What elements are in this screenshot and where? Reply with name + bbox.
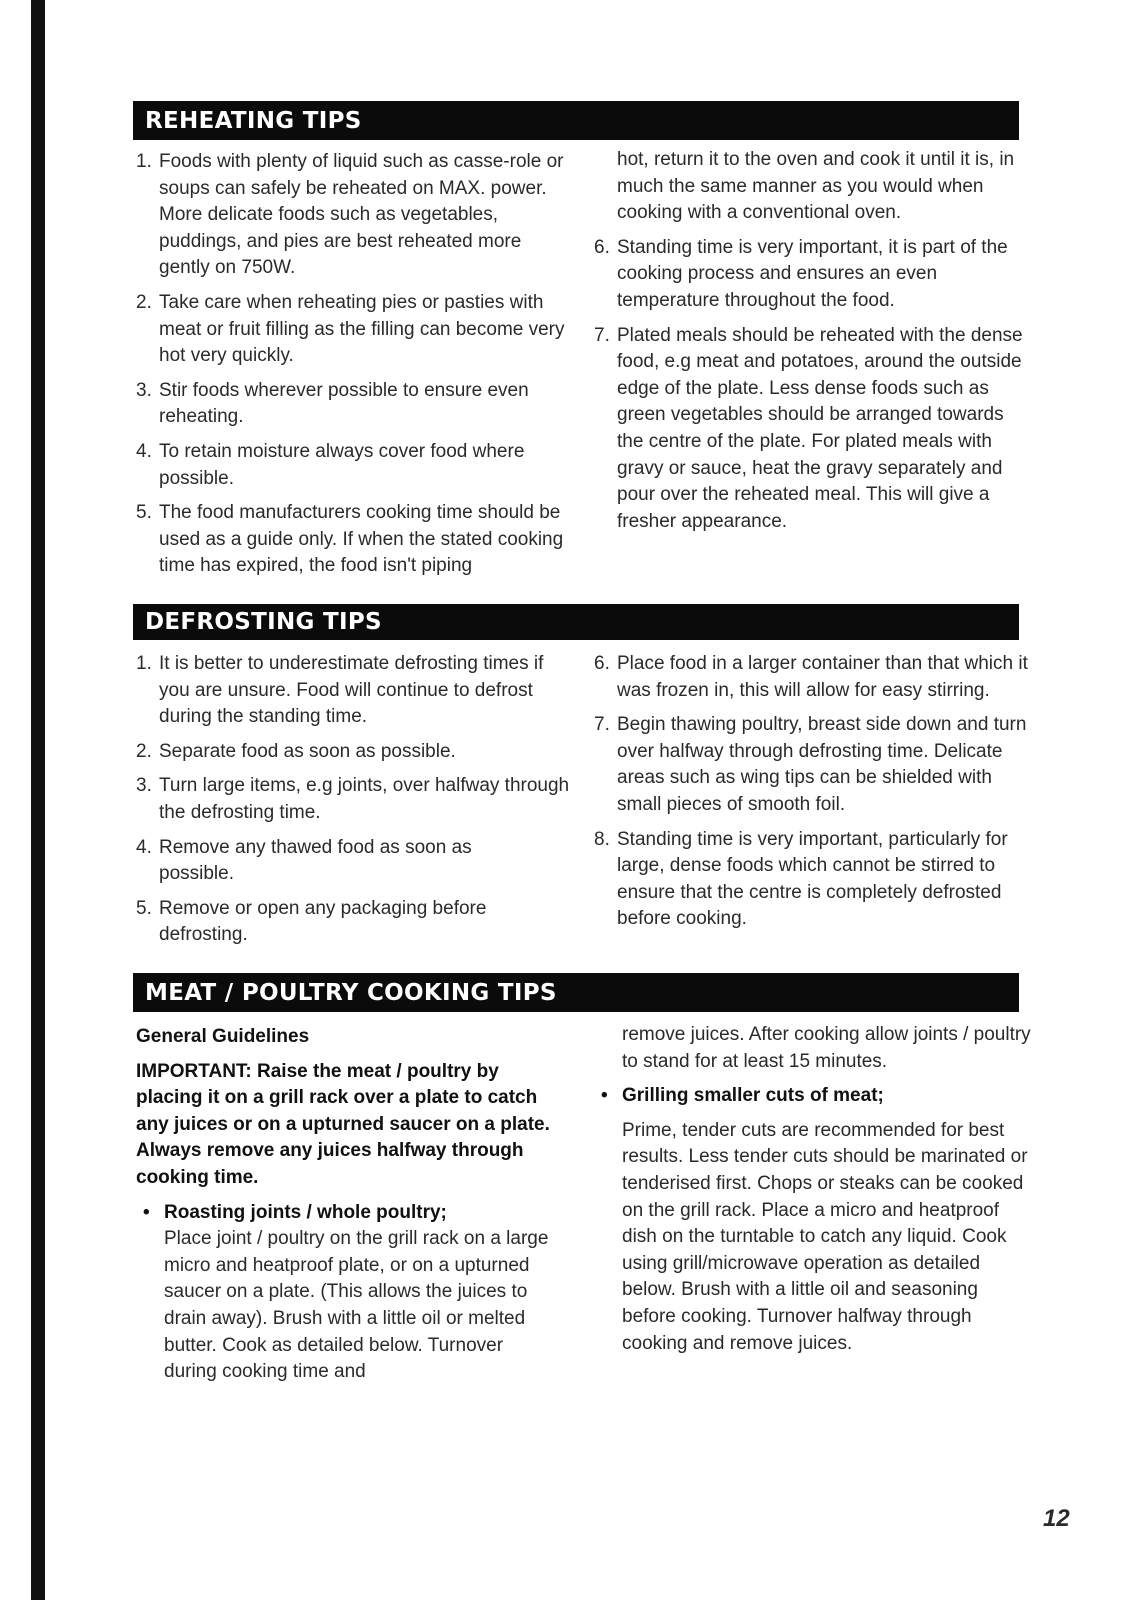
list-item: [136, 835, 576, 888]
item-number: 4.: [136, 440, 152, 462]
roasting-text: Place joint / poultry on the grill rack on a large micro and heatproof plate, or on a upturned saucer on a plate. (This allows the juices to drain away). Brush with a little oil or melted butter. Cook as detailed below. Turnover during cooking time and: [164, 1228, 549, 1383]
bullet-icon: •: [601, 1085, 608, 1107]
item-text: Standing time is very important, it is part of the cooking process and ensures an even temperature throughout the food.: [617, 236, 1008, 311]
item-number: 2.: [136, 740, 152, 762]
item-number: 6.: [594, 236, 610, 258]
item-text: Remove or open any packaging before defrosting.: [159, 897, 487, 946]
item-continuation: hot, return it to the oven and cook it until it is, in much the same manner as you would when cooking with a conventional oven.: [617, 149, 1015, 224]
bullet-icon: •: [143, 1201, 150, 1223]
list-item: [594, 651, 1034, 704]
list-item: [594, 235, 1024, 315]
item-text: Plated meals should be reheated with the dense food, e.g meat and potatoes, around the outside edge of the plate. Less dense foods such as green vegetables should be arranged towards the centre of the plate. For plated meals with gravy or sauce, heat the gravy separately and pour over the reheated meal. This will give a fresher appearance.: [617, 324, 1023, 532]
defrosting-banner: [133, 604, 1019, 640]
item-text: Standing time is very important, particularly for large, dense foods which cannot be stirred to ensure that the centre is completely defrosted before cooking.: [617, 828, 1008, 930]
item-text: Begin thawing poultry, breast side down and turn over halfway through defrosting time. Delicate areas such as wing tips can be shielded with small pieces of smooth foil.: [617, 714, 1027, 815]
item-number: 4.: [136, 836, 152, 858]
item-number: 8.: [594, 828, 610, 850]
list-item: [136, 773, 576, 826]
grilling-title: Grilling smaller cuts of meat;: [622, 1085, 884, 1107]
reheating-right-column: [594, 147, 1024, 543]
meat-banner: [133, 973, 1019, 1012]
item-number: 1.: [136, 151, 152, 172]
item-number: 2.: [136, 291, 152, 313]
item-text: Remove any thawed food as soon as possible.: [159, 836, 472, 885]
grilling-text: Prime, tender cuts are recommended for best results. Less tender cuts should be marinated or tenderised first. Chops or steaks can be cooked on the grill rack. Place a micro and heatproof dish on the turntable to catch any liquid. Cook using grill/microwave operation as detailed below. Brush with a little oil and seasoning before cooking. Turnover halfway through cooking and remove juices.: [622, 1119, 1028, 1354]
subheading: General Guidelines: [136, 1026, 310, 1047]
item-text: It is better to underestimate defrosting times if you are unsure. Food will continue to defrost during the standing time.: [159, 653, 544, 728]
list-item: [594, 712, 1034, 818]
item-text: Foods with plenty of liquid such as casse-role or soups can safely be reheated on MAX. power. More delicate foods such as vegetables, puddings, and pies are best reheated more gently on 750W.: [159, 151, 564, 279]
page-number: 12: [1043, 1505, 1070, 1532]
item-text: To retain moisture always cover food where possible.: [159, 440, 525, 489]
item-text: Separate food as soon as possible.: [159, 740, 456, 762]
item-text: The food manufacturers cooking time should be used as a guide only. If when the stated cooking time has expired, the food isn't piping: [159, 502, 564, 577]
item-number: 5.: [136, 897, 152, 919]
meat-right-column: [594, 1022, 1034, 1357]
binding-edge: [31, 0, 45, 1600]
list-item: [136, 439, 576, 492]
defrosting-left-column: [136, 651, 576, 957]
item-text: Turn large items, e.g joints, over halfway through the defrosting time.: [159, 775, 570, 823]
list-item: [136, 896, 576, 949]
list-item: [136, 149, 576, 282]
item-number: 6.: [594, 653, 610, 674]
meat-left-column: [136, 1024, 556, 1386]
item-text: Stir foods wherever possible to ensure even reheating.: [159, 379, 529, 428]
roasting-continuation: remove juices. After cooking allow joints / poultry to stand for at least 15 minutes.: [622, 1024, 1031, 1072]
item-number: 7.: [594, 324, 610, 346]
list-item: [136, 739, 576, 766]
reheating-left-column: [136, 149, 576, 588]
reheating-banner: [133, 101, 1019, 140]
item-number: 7.: [594, 714, 610, 736]
item-text: Take care when reheating pies or pasties with meat or fruit filling as the filling can become very hot very quickly.: [159, 291, 565, 367]
grilling-section: [599, 1083, 1034, 1357]
reheating-title: REHEATING TIPS: [145, 107, 362, 134]
list-item: [136, 500, 576, 580]
defrosting-title: DEFROSTING TIPS: [145, 609, 382, 635]
item-number: 5.: [136, 502, 152, 524]
list-item: [136, 290, 576, 370]
list-item: [594, 827, 1034, 933]
item-number: 3.: [136, 379, 152, 401]
roasting-title: Roasting joints / whole poultry;: [164, 1201, 447, 1223]
item-number: 1.: [136, 653, 152, 674]
item-number: 3.: [136, 775, 152, 797]
roasting-section: [141, 1200, 556, 1386]
list-item: [136, 378, 576, 431]
meat-title: MEAT / POULTRY COOKING TIPS: [145, 979, 557, 1006]
important-note: IMPORTANT: Raise the meat / poultry by placing it on a grill rack over a plate to catch any juices or on a upturned saucer on a plate. Always remove any juices halfway through cooking time.: [136, 1060, 550, 1188]
list-item: [594, 323, 1024, 536]
defrosting-right-column: [594, 651, 1034, 941]
list-item: [136, 651, 576, 731]
item-text: Place food in a larger container than that which it was frozen in, this will allow for easy stirring.: [617, 653, 1028, 701]
